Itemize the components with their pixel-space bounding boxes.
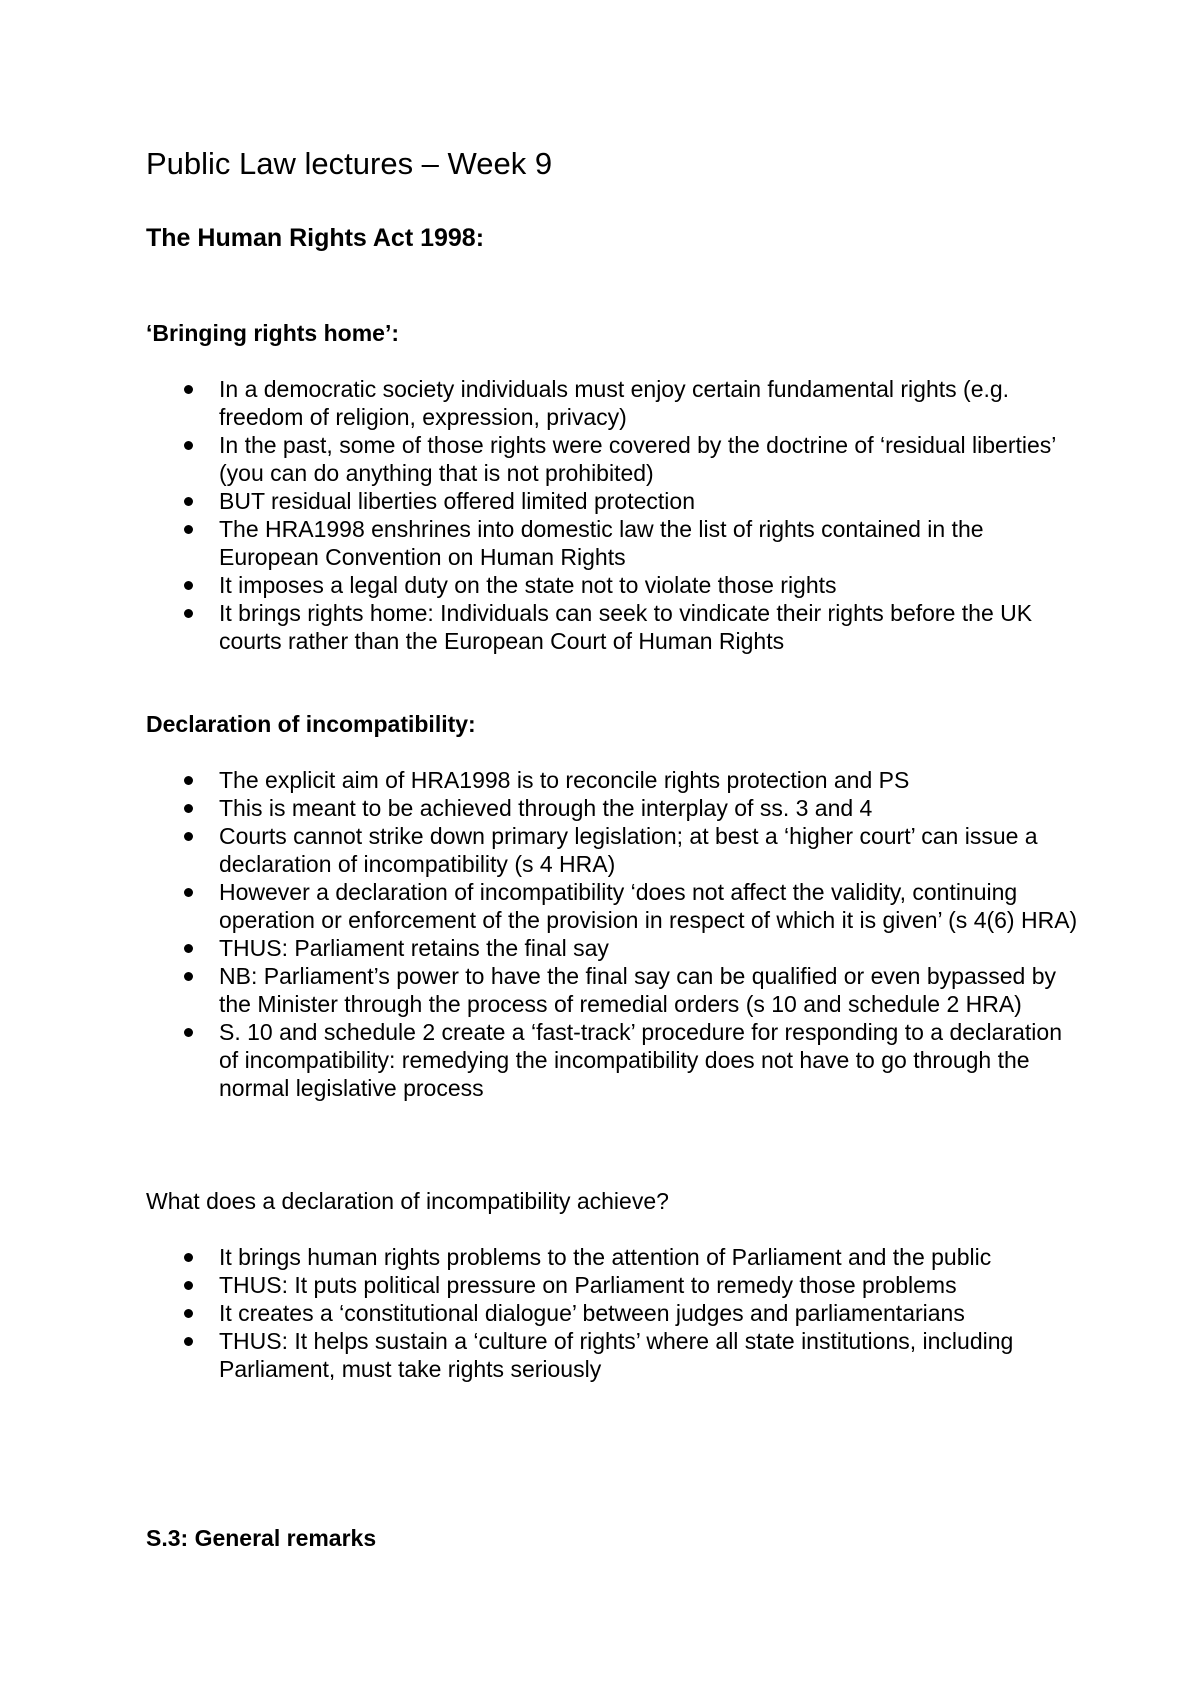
list-item-text: Courts cannot strike down primary legislation; at best a ‘higher court’ can issue a declaration of incompatibility (s 4 HRA) [219, 823, 1038, 877]
bullet-icon [184, 1028, 193, 1037]
bullet-icon [184, 581, 193, 590]
bringing-rights-home-list [0, 375, 1081, 655]
achieve-question: What does a declaration of incompatibility achieve? [146, 1188, 669, 1214]
bullet-icon [184, 888, 193, 897]
list-item [0, 571, 1081, 599]
list-item-text: It brings rights home: Individuals can seek to vindicate their rights before the UK courts rather than the European Court of Human Rights [219, 600, 1033, 654]
list-item-text: THUS: It helps sustain a ‘culture of rights’ where all state institutions, including Parliament, must take rights seriously [219, 1328, 1014, 1382]
list-item [0, 1243, 1081, 1271]
heading-human-rights-act: The Human Rights Act 1998: [146, 224, 485, 252]
list-item-text: S. 10 and schedule 2 create a ‘fast-track’ procedure for responding to a declaration of incompatibility: remedying the incompatibility does not have to go through the normal legislative process [219, 1019, 1062, 1101]
list-item-text: BUT residual liberties offered limited protection [219, 488, 695, 514]
bullet-icon [184, 944, 193, 953]
list-item [0, 515, 1081, 571]
bullet-icon [184, 1281, 193, 1290]
bullet-icon [184, 1309, 193, 1318]
bullet-icon [184, 609, 193, 618]
bullet-icon [184, 1337, 193, 1346]
list-item [0, 1271, 1081, 1299]
list-item [0, 487, 1081, 515]
heading-bringing-rights-home: ‘Bringing rights home’: [146, 320, 399, 346]
list-item [0, 878, 1081, 934]
list-item-text: NB: Parliament’s power to have the final say can be qualified or even bypassed by the Minister through the process of remedial orders (s 10 and schedule 2 HRA) [219, 963, 1057, 1017]
bullet-icon [184, 972, 193, 981]
list-item [0, 766, 1081, 794]
list-item-text: It brings human rights problems to the attention of Parliament and the public [219, 1244, 992, 1270]
list-item [0, 599, 1081, 655]
list-item-text: It creates a ‘constitutional dialogue’ between judges and parliamentarians [219, 1300, 965, 1326]
list-item-text: In the past, some of those rights were covered by the doctrine of ‘residual liberties’ (you can do anything that is not prohibited) [219, 432, 1056, 486]
list-item-text: THUS: It puts political pressure on Parliament to remedy those problems [219, 1272, 957, 1298]
bullet-icon [184, 385, 193, 394]
list-item [0, 962, 1081, 1018]
list-item [0, 431, 1081, 487]
bullet-icon [184, 525, 193, 534]
achieve-list [0, 1243, 1081, 1383]
heading-s3-general-remarks: S.3: General remarks [146, 1525, 377, 1551]
declaration-list [0, 766, 1081, 1102]
list-item [0, 822, 1081, 878]
list-item [0, 375, 1081, 431]
list-item-text: However a declaration of incompatibility ‘does not affect the validity, continuing operation or enforcement of the provision in respect of which it is given’ (s 4(6) HRA) [219, 879, 1078, 933]
bullet-icon [184, 804, 193, 813]
heading-declaration-of-incompatibility: Declaration of incompatibility: [146, 711, 476, 737]
bullet-icon [184, 1253, 193, 1262]
bullet-icon [184, 497, 193, 506]
list-item-text: In a democratic society individuals must enjoy certain fundamental rights (e.g. freedom of religion, expression, privacy) [219, 376, 1010, 430]
bullet-icon [184, 441, 193, 450]
list-item-text: The explicit aim of HRA1998 is to reconcile rights protection and PS [219, 767, 910, 793]
list-item [0, 1327, 1081, 1383]
list-item-text: THUS: Parliament retains the final say [219, 935, 609, 961]
list-item [0, 934, 1081, 962]
list-item [0, 1018, 1081, 1102]
list-item-text: This is meant to be achieved through the interplay of ss. 3 and 4 [219, 795, 873, 821]
list-item-text: The HRA1998 enshrines into domestic law the list of rights contained in the European Convention on Human Rights [219, 516, 984, 570]
list-item [0, 794, 1081, 822]
list-item [0, 1299, 1081, 1327]
bullet-icon [184, 776, 193, 785]
list-item-text: It imposes a legal duty on the state not to violate those rights [219, 572, 837, 598]
document-title: Public Law lectures – Week 9 [146, 146, 553, 181]
bullet-icon [184, 832, 193, 841]
